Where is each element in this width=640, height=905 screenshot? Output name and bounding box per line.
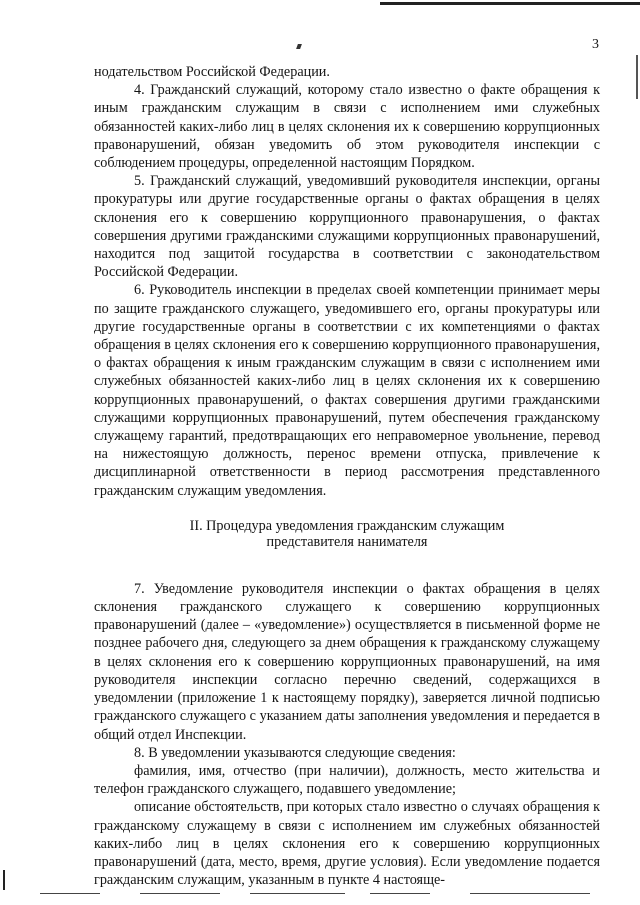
scan-artifact-dot (296, 44, 302, 49)
paragraph-continuation: нодательством Российской Федерации. (94, 64, 330, 80)
paragraph-5: 5. Гражданский служащий, уведомивший руководителя инспекции, органы прокуратуры или другие государственные органы о фактах обращения в целях склонения его к совершению коррупционного правонарушения, о фактах совершения другими гражданскими служащими коррупционных правонарушений, находится под защитой государства в соответствии с законодательством Российской Федерации. (94, 173, 600, 281)
scan-artifact-bottom-line (140, 893, 220, 894)
section-heading-line-1: II. Процедура уведомления гражданским служащим (189, 517, 505, 534)
paragraph-7: 7. Уведомление руководителя инспекции о фактах обращения в целях склонения гражданского служащего к совершению коррупционных правонарушений (далее – «уведомление») осуществляется в письменной форме не позднее рабочего дня, следующего за днем обращения к гражданскому служащему в целях склонения его к совершению коррупционных правонарушений, на имя руководителя инспекции согласно перечню сведений, содержащихся в уведомлении (приложение 1 к настоящему порядку), заверяется личной подписью гражданского служащего с указанием даты заполнения уведомления и передается в общий отдел Инспекции. (94, 580, 600, 743)
document-body (94, 63, 600, 889)
page-number: 3 (592, 37, 599, 52)
section-heading (94, 518, 600, 550)
scan-artifact-right-mark (636, 55, 638, 99)
section-heading-line-2: представителя нанимателя (266, 533, 428, 550)
paragraph-8: 8. В уведомлении указываются следующие сведения: (134, 744, 456, 761)
scan-artifact-left-mark (3, 870, 5, 890)
paragraph-4: 4. Гражданский служащий, которому стало известно о факте обращения к иным гражданским служащим в связи с исполнением ими служебных обязанностей каких-либо лиц в целях склонения их к совершению коррупционных правонарушений, обязан уведомить об этом руководителя инспекции с соблюдением процедуры, определенной настоящим Порядком. (94, 82, 600, 172)
scan-artifact-bottom-line (40, 893, 100, 894)
scan-artifact-bottom-line (250, 893, 345, 894)
paragraph-6: 6. Руководитель инспекции в пределах своей компетенции принимает меры по защите гражданского служащего, уведомившего его, органы прокуратуры или другие государственные органы в соответствии с их компетенциями о фактах обращения в целях склонения его к совершению коррупционного правонарушения, о фактах обращения к иным гражданским служащим в связи с исполнением ими служебных обязанностей каких-либо лиц в целях склонения их к совершению коррупционных правонарушений, о фактах совершения другими гражданскими служащими коррупционных правонарушений, путем обеспечения гражданскому служащему гарантий, предотвращающих его неправомерное увольнение, перевод на нижестоящую должность, перенос времени отпуска, привлечение к дисциплинарной ответственности в период рассмотрения представленного гражданским служащим уведомления. (94, 282, 600, 499)
paragraph-8-item-2: описание обстоятельств, при которых стало известно о случаях обращения к гражданскому служащему в связи с исполнением им служебных обязанностей каких-либо лиц в целях склонения его к совершению коррупционных правонарушений (дата, место, время, другие условия). Если уведомление подается гражданским служащим, указанным в пункте 4 настояще- (94, 799, 600, 889)
paragraph-8-item-1: фамилия, имя, отчество (при наличии), должность, место жительства и телефон гражданского служащего, подавшего уведомление; (94, 762, 600, 798)
scan-artifact-bottom-line (470, 893, 590, 894)
scan-artifact-top-line (380, 2, 640, 5)
scan-artifact-bottom-line (370, 893, 430, 894)
